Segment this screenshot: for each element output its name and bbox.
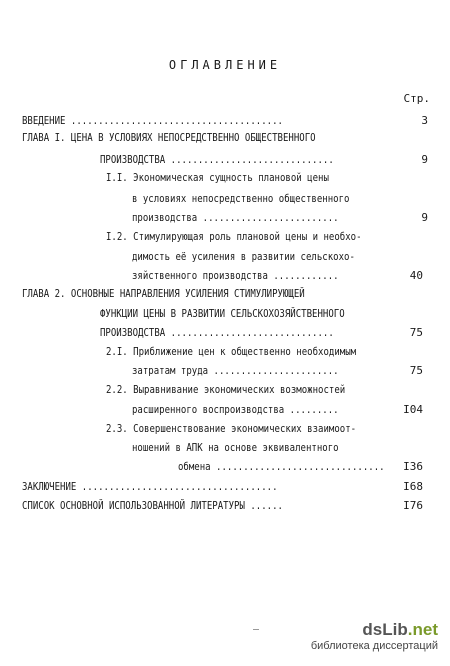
toc-page-2-1: 75 <box>409 364 423 377</box>
watermark-logo <box>311 620 438 640</box>
toc-page-introduction: 3 <box>421 114 428 127</box>
toc-line-2-3-cont2[interactable]: обмена ............................... <box>178 461 385 473</box>
toc-line-references[interactable]: СПИСОК ОСНОВНОЙ ИСПОЛЬЗОВАННОЙ ЛИТЕРАТУРЫ ...... <box>22 500 283 512</box>
watermark-logo-main: dsLib <box>362 620 408 639</box>
toc-line-2-2-cont[interactable]: расширенного воспроизводства ......... <box>132 404 339 416</box>
toc-line-conclusion[interactable]: ЗАКЛЮЧЕНИЕ .................................... <box>22 481 278 493</box>
toc-page-chapter1: 9 <box>421 153 428 166</box>
toc-line-2-1-cont[interactable]: затратам труда ....................... <box>132 365 339 377</box>
toc-line-1-2-cont[interactable]: димость её усиления в развитии сельскохо- <box>132 251 355 263</box>
toc-line-1-2-cont2[interactable]: зяйственного производства ............ <box>132 270 339 282</box>
toc-line-1-2[interactable]: I.2. Стимулирующая роль плановой цены и необхо- <box>106 231 362 243</box>
toc-page-conclusion: I68 <box>403 480 423 493</box>
scan-mark <box>253 629 259 636</box>
toc-page-1-2: 40 <box>409 269 423 282</box>
toc-line-2-1[interactable]: 2.I. Приближение цен к общественно необходимым <box>106 346 357 358</box>
toc-line-introduction[interactable]: ВВЕДЕНИЕ ....................................... <box>22 115 283 127</box>
toc-line-chapter2-cont[interactable]: ФУНКЦИИ ЦЕНЫ В РАЗВИТИИ СЕЛЬСКОХОЗЯЙСТВЕННОГО <box>100 308 345 320</box>
page-column-header: Стр. <box>403 92 430 105</box>
page-title: ОГЛАВЛЕНИЕ <box>168 58 282 72</box>
toc-page-2-2: I04 <box>403 403 423 416</box>
toc-page-references: I76 <box>403 499 423 512</box>
toc-page-2-3: I36 <box>403 460 423 473</box>
watermark <box>311 620 438 652</box>
toc-line-1-1[interactable]: I.I. Экономическая сущность плановой цены <box>106 172 329 184</box>
watermark-subtitle: библиотека диссертаций <box>310 640 438 652</box>
toc-page-1-1: 9 <box>421 211 428 224</box>
toc-line-1-1-cont[interactable]: в условиях непосредственно общественного <box>132 193 350 205</box>
toc-line-chapter2-cont2[interactable]: ПРОИЗВОДСТВА .............................. <box>100 327 334 339</box>
toc-line-chapter2[interactable]: ГЛАВА 2. ОСНОВНЫЕ НАПРАВЛЕНИЯ УСИЛЕНИЯ СТИМУЛИРУЮЩЕЙ <box>22 288 305 300</box>
toc-line-1-1-cont2[interactable]: производства ......................... <box>132 212 339 224</box>
toc-page-chapter2: 75 <box>409 326 423 339</box>
toc-line-chapter1[interactable]: ГЛАВА I. ЦЕНА В УСЛОВИЯХ НЕПОСРЕДСТВЕННО ОБЩЕСТВЕННОГО <box>22 132 316 144</box>
toc-line-2-2[interactable]: 2.2. Выравнивание экономических возможностей <box>106 384 346 396</box>
toc-line-2-3[interactable]: 2.3. Совершенствование экономических взаимоот- <box>106 423 357 435</box>
toc-line-2-3-cont[interactable]: ношений в АПК на основе эквивалентного <box>132 442 339 454</box>
watermark-logo-ext: .net <box>407 620 438 639</box>
toc-line-chapter1-cont[interactable]: ПРОИЗВОДСТВА .............................. <box>100 154 334 166</box>
